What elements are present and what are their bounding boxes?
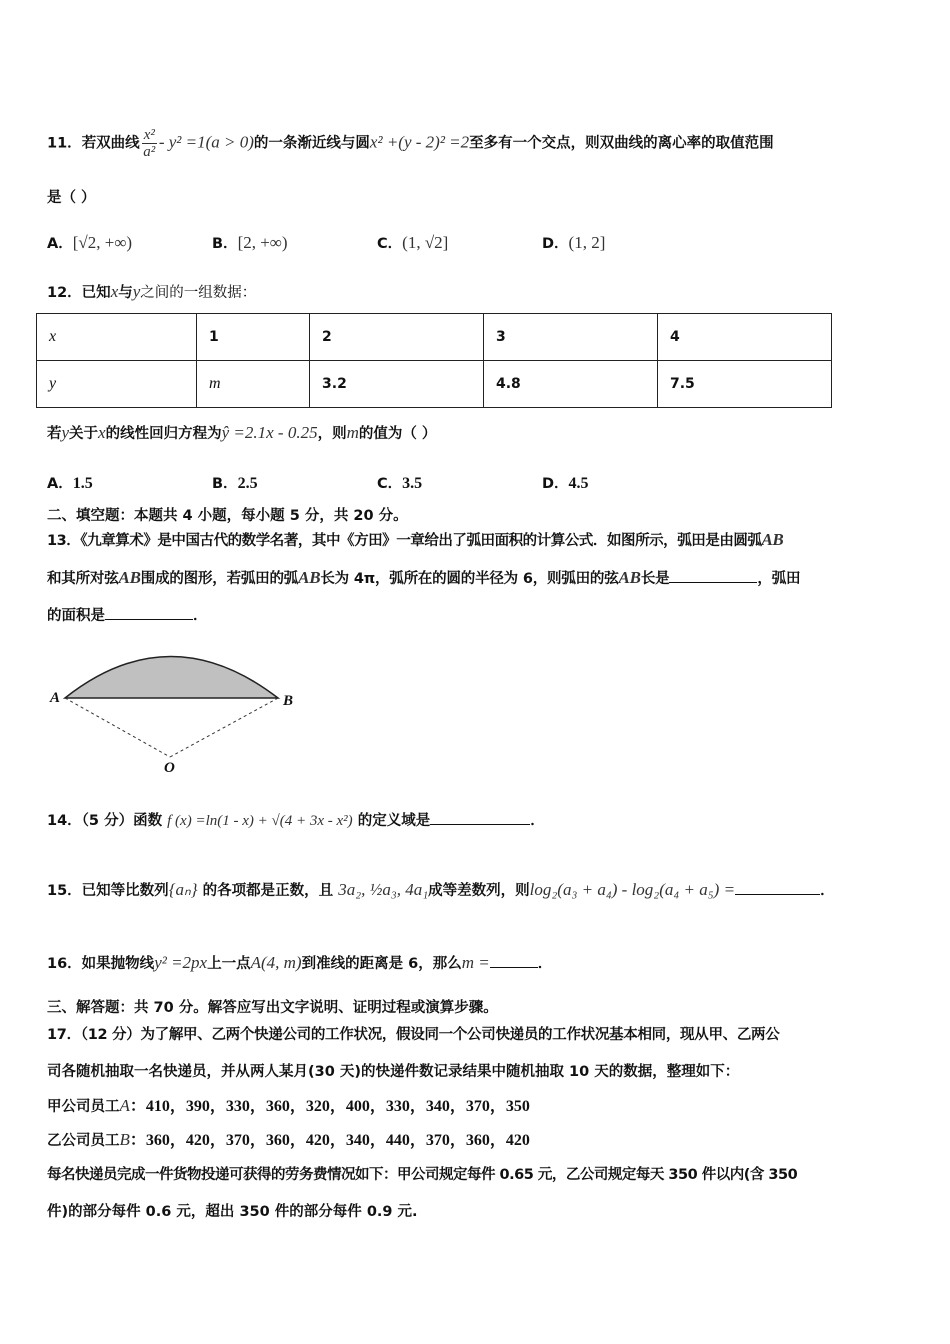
q14 xyxy=(47,810,545,831)
math: AB xyxy=(618,568,641,587)
text: 16．如果抛物线 xyxy=(47,956,155,972)
math: A xyxy=(119,1096,130,1115)
option-label: B． xyxy=(212,236,238,252)
math: m = xyxy=(461,953,490,972)
table-cell: m xyxy=(197,361,310,408)
option-value: 2.5 xyxy=(237,475,258,492)
text: 的面积是 xyxy=(47,608,105,624)
arc-segment xyxy=(65,657,278,699)
text: 乙公司员工 xyxy=(47,1133,120,1149)
point-o-label: O xyxy=(164,760,175,776)
q11-option-b xyxy=(212,232,288,253)
q12-option-d xyxy=(542,472,589,493)
text: 的各项都是正数，且 xyxy=(202,883,334,899)
radius-oa xyxy=(65,698,170,757)
denominator: a² xyxy=(143,144,156,160)
data-values: ：410，390，330，360，320，400，330，340，370，350 xyxy=(129,1098,530,1115)
table-cell: x xyxy=(37,314,197,361)
math: x xyxy=(110,282,119,301)
q17-line2: 司各随机抽取一名快递员，并从两人某月(30 天)的快递件数记录结果中随机抽取 10 天的数据，整理如下： xyxy=(47,1064,740,1080)
math: AB xyxy=(298,568,321,587)
q15 xyxy=(47,880,835,901)
text: ，则 xyxy=(317,426,347,442)
option-value: [√2, +∞) xyxy=(72,233,133,252)
text: 13．《九章算术》是中国古代的数学名著，其中《方田》一章给出了弧田面积的计算公式．如图所示，弧田是由圆弧 xyxy=(47,533,762,549)
table-cell: y xyxy=(37,361,197,408)
option-value: 1.5 xyxy=(72,475,93,492)
q12-option-c xyxy=(377,472,422,493)
text: 12．已知 xyxy=(47,285,111,301)
q11-line1 xyxy=(47,127,774,160)
q17-line5: 每名快递员完成一件货物投递可获得的劳务费情况如下：甲公司规定每件 0.65 元，乙公司规定每天 350 件以内(含 350 xyxy=(47,1167,798,1183)
answer-blank[interactable] xyxy=(669,568,757,583)
option-value: (1, 2] xyxy=(568,233,606,252)
q12-regression xyxy=(47,423,436,444)
q11-option-c xyxy=(377,232,448,253)
text: 成等差数列，则 xyxy=(428,883,530,899)
q13-line1 xyxy=(47,530,783,551)
table-cell: 3.2 xyxy=(310,361,484,408)
text: 15．已知等比数列 xyxy=(47,883,169,899)
data-values: ：360，420，370，360，420，340，440，370，360，420 xyxy=(129,1132,530,1149)
point-b-label: B xyxy=(283,693,294,709)
section-heading: 二、填空题：本题共 4 小题，每小题 5 分，共 20 分。 xyxy=(47,508,408,524)
text: 的值为（ ） xyxy=(358,426,437,442)
q13-line3 xyxy=(47,605,208,626)
math: AB xyxy=(118,568,141,587)
table-row xyxy=(37,361,832,408)
numerator: x² xyxy=(143,127,155,143)
option-label: D． xyxy=(542,476,569,492)
q12-option-b xyxy=(212,472,258,493)
math: log₂(a₃ + a₄) - log₂(a₄ + a₅) = xyxy=(529,880,736,899)
table-row xyxy=(37,314,832,361)
table-cell: 4.8 xyxy=(484,361,658,408)
text: 和其所对弦 xyxy=(47,571,119,587)
answer-blank[interactable] xyxy=(105,605,193,620)
option-label: C． xyxy=(377,476,403,492)
text: 的线性回归方程为 xyxy=(105,426,222,442)
q17-line6: 件)的部分每件 0.6 元，超出 350 件的部分每件 0.9 元. xyxy=(47,1204,418,1220)
text: ，弧田 xyxy=(757,571,801,587)
q12-intro xyxy=(47,282,256,303)
q11-option-a xyxy=(47,232,132,253)
option-value: [2, +∞) xyxy=(237,233,288,252)
data-table xyxy=(36,313,832,408)
math: y² =2px xyxy=(154,953,208,972)
text: ． xyxy=(530,813,545,829)
option-value: 4.5 xyxy=(568,475,589,492)
text: 的定义域是 xyxy=(357,813,431,829)
math: f (x) =ln(1 - x) + √(4 + 3x - x²) xyxy=(167,813,353,829)
text: 到准线的距离是 6，那么 xyxy=(301,956,462,972)
q13-line2 xyxy=(47,568,800,589)
math: m xyxy=(346,423,359,442)
answer-blank[interactable] xyxy=(430,810,530,825)
option-value: (1, √2] xyxy=(402,233,449,252)
text: 关于 xyxy=(69,426,99,442)
math: {aₙ} xyxy=(168,880,198,899)
math: x² +(y - 2)² =2 xyxy=(369,132,470,152)
text: ． xyxy=(820,883,835,899)
q17-line1: 17．（12 分）为了解甲、乙两个快递公司的工作状况，假设同一个公司快递员的工作状况基本相同，现从甲、乙两公 xyxy=(47,1027,780,1043)
math: ŷ =2.1x - 0.25 xyxy=(221,423,318,442)
text: 的一条渐近线与圆 xyxy=(253,135,370,152)
fraction xyxy=(142,127,157,160)
text: 若双曲线 xyxy=(81,135,140,152)
math: x xyxy=(98,423,106,442)
text: ． xyxy=(537,956,553,972)
text: ． xyxy=(193,608,208,624)
text: 长是 xyxy=(640,571,670,587)
table-cell: 1 xyxy=(197,314,310,361)
math: A(4, m) xyxy=(250,953,302,972)
question-number: 11． xyxy=(47,135,82,152)
table-cell: 7.5 xyxy=(657,361,831,408)
text: 至多有一个交点，则双曲线的离心率的取值范围 xyxy=(469,135,774,152)
text: 上一点 xyxy=(207,956,251,972)
option-label: D． xyxy=(542,236,569,252)
text: 甲公司员工 xyxy=(47,1099,120,1115)
table-cell: 3 xyxy=(484,314,658,361)
radius-ob xyxy=(170,698,278,757)
q11-line2: 是（ ） xyxy=(47,190,96,206)
text: 若 xyxy=(47,426,62,442)
text: 与 xyxy=(118,285,133,301)
math: - y² =1(a > 0) xyxy=(158,132,254,152)
answer-blank[interactable] xyxy=(735,880,820,895)
table-cell: 2 xyxy=(310,314,484,361)
q17-company-a xyxy=(47,1096,530,1117)
math: AB xyxy=(761,530,784,549)
q11-option-d xyxy=(542,232,605,253)
option-value: 3.5 xyxy=(402,475,423,492)
section-heading: 三、解答题：共 70 分。解答应写出文字说明、证明过程或演算步骤。 xyxy=(47,1000,498,1016)
q17-company-b xyxy=(47,1130,530,1151)
math: y xyxy=(61,423,70,442)
math: 3a₂, ½a₃, 4a₁ xyxy=(338,880,429,899)
text: 之间的一组数据： xyxy=(140,285,257,301)
option-label: B． xyxy=(212,476,238,492)
q12-option-a xyxy=(47,472,93,493)
option-label: A． xyxy=(47,476,73,492)
option-label: C． xyxy=(377,236,403,252)
arc-field-figure xyxy=(40,640,310,790)
text: 14．（5 分）函数 xyxy=(47,813,163,829)
answer-blank[interactable] xyxy=(490,953,538,968)
text: 围成的图形，若弧田的弧 xyxy=(140,571,299,587)
option-label: A． xyxy=(47,236,73,252)
table-cell: 4 xyxy=(657,314,831,361)
point-a-label: A xyxy=(50,690,61,706)
q16 xyxy=(47,953,552,974)
text: 长为 4π，弧所在的圆的半径为 6，则弧田的弦 xyxy=(320,571,619,587)
math: y xyxy=(132,282,141,301)
math: B xyxy=(119,1130,130,1149)
